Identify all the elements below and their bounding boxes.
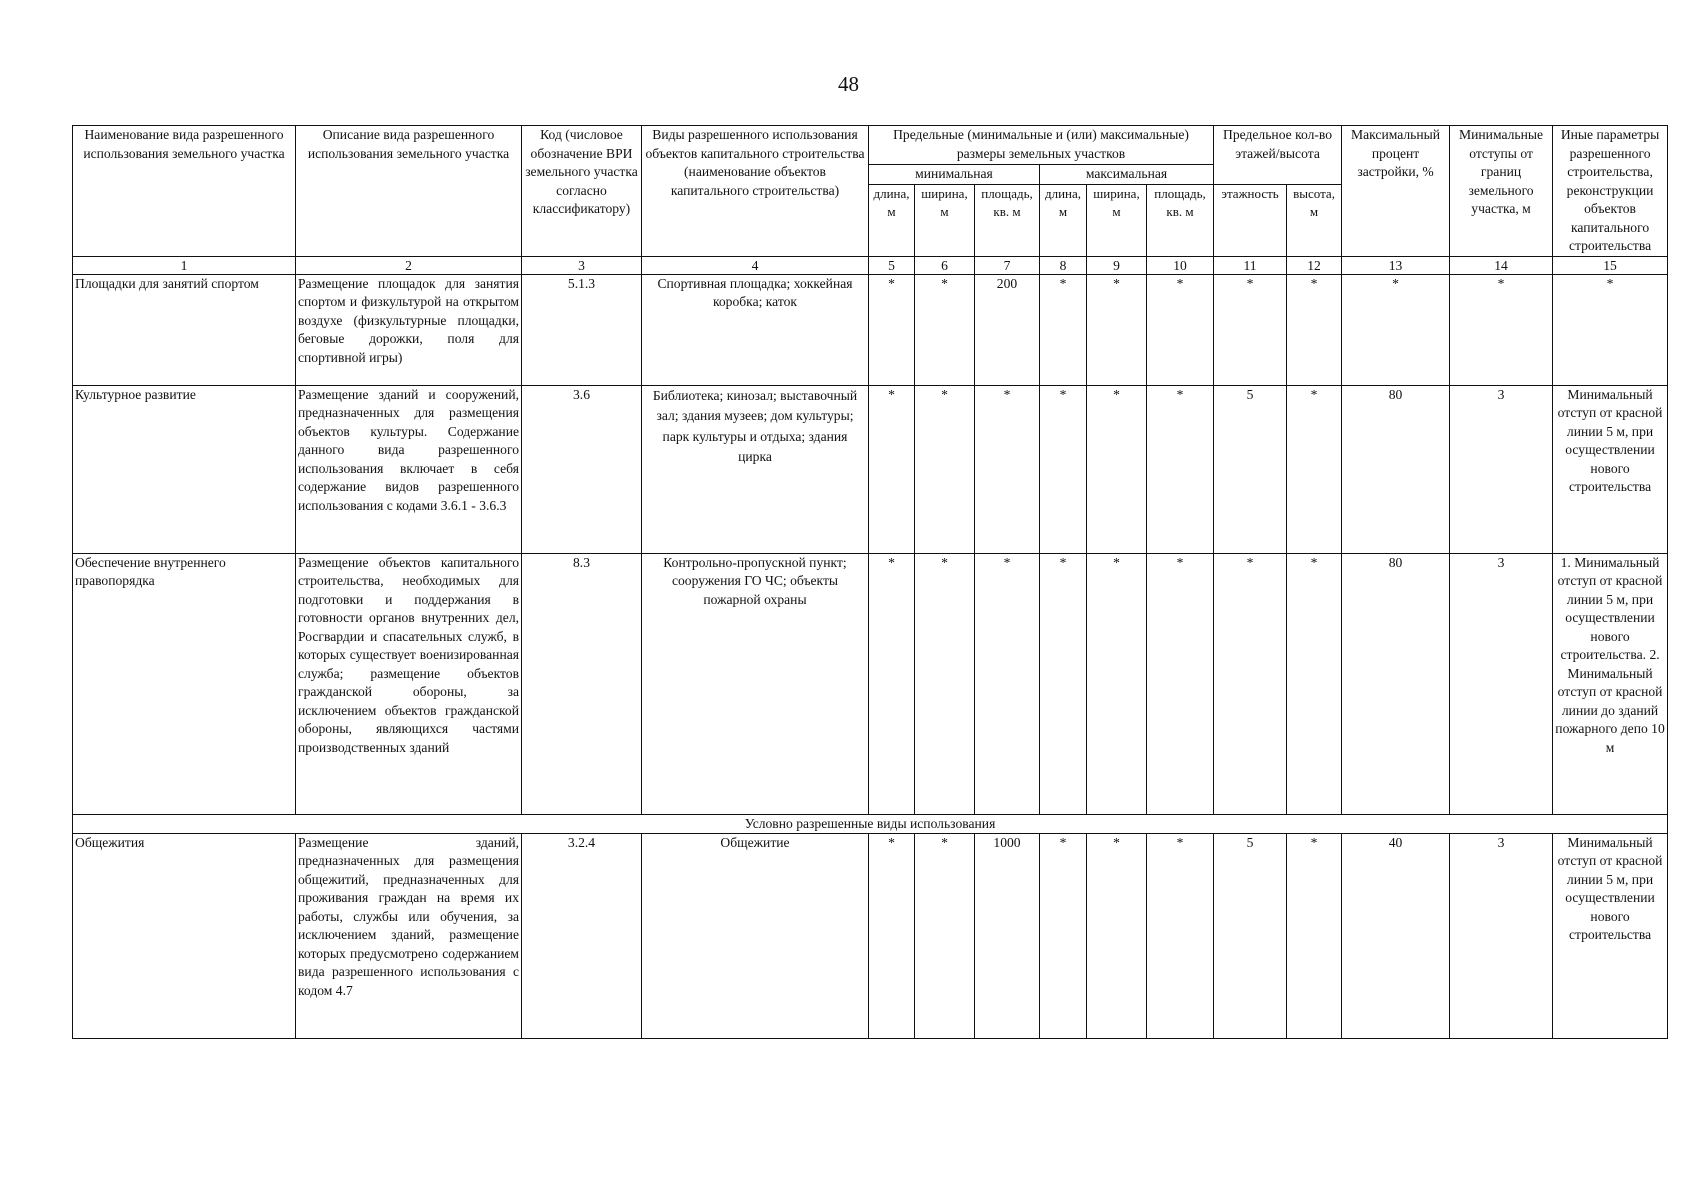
header-height: высота, м xyxy=(1287,185,1342,256)
max-area-value: * xyxy=(1147,385,1214,553)
header-max-length: длина, м xyxy=(1040,185,1087,256)
max-width-value: * xyxy=(1087,833,1147,1038)
header-min-setback: Минимальные отступы от границ земельного участка, м xyxy=(1450,126,1553,257)
max-percent-value: 80 xyxy=(1342,385,1450,553)
header-description: Описание вида разрешенного использования земельного участка xyxy=(296,126,522,257)
use-name: Общежития xyxy=(73,833,296,1038)
use-code: 5.1.3 xyxy=(522,274,642,385)
min-width-value: * xyxy=(915,553,975,814)
min-setback-value: 3 xyxy=(1450,385,1553,553)
max-percent-value: * xyxy=(1342,274,1450,385)
height-value: * xyxy=(1287,553,1342,814)
min-setback-value: 3 xyxy=(1450,553,1553,814)
header-min-area: площадь, кв. м xyxy=(975,185,1040,256)
header-code: Код (числовое обозначение ВРИ земельного участка согласно классификатору) xyxy=(522,126,642,257)
height-value: * xyxy=(1287,274,1342,385)
column-number: 13 xyxy=(1342,256,1450,274)
other-params-value: 1. Минимальный отступ от красной линии 5 м, при осуществлении нового строительства. 2. Минимальный отступ от красной линии до зданий пожарного депо 10 м xyxy=(1553,553,1668,814)
table-row xyxy=(73,274,1668,385)
land-use-table xyxy=(72,125,1668,1039)
permitted-objects: Спортивная площадка; хоккейная коробка; каток xyxy=(642,274,869,385)
min-width-value: * xyxy=(915,274,975,385)
header-size-limits: Предельные (минимальные и (или) максимальные) размеры земельных участков xyxy=(869,126,1214,165)
min-width-value: * xyxy=(915,833,975,1038)
column-numbers-row xyxy=(73,256,1668,274)
use-description: Размещение зданий и сооружений, предназначенных для размещения объектов культуры. Содержание данного вида разрешенного использования включает в себя содержание видов разрешенного использования с кодами 3.6.1 - 3.6.3 xyxy=(296,385,522,553)
max-percent-value: 40 xyxy=(1342,833,1450,1038)
header-max-area: площадь, кв. м xyxy=(1147,185,1214,256)
use-name: Площадки для занятий спортом xyxy=(73,274,296,385)
header-max-percent: Максимальный процент застройки, % xyxy=(1342,126,1450,257)
min-length-value: * xyxy=(869,553,915,814)
table-row xyxy=(73,553,1668,814)
header-row-1 xyxy=(73,126,1668,146)
use-description: Размещение зданий, предназначенных для размещения общежитий, предназначенных для проживания граждан на время их работы, службы или обучения, за исключением зданий, размещение которых предусмотрено содержанием вида разрешенного использования с кодом 4.7 xyxy=(296,833,522,1038)
header-name: Наименование вида разрешенного использования земельного участка xyxy=(73,126,296,257)
column-number: 11 xyxy=(1214,256,1287,274)
section-row xyxy=(73,814,1668,833)
min-area-value: 200 xyxy=(975,274,1040,385)
section-title: Условно разрешенные виды использования xyxy=(73,814,1668,833)
column-number: 5 xyxy=(869,256,915,274)
column-number: 12 xyxy=(1287,256,1342,274)
min-area-value: * xyxy=(975,385,1040,553)
use-code: 3.2.4 xyxy=(522,833,642,1038)
other-params-value: * xyxy=(1553,274,1668,385)
other-params-value: Минимальный отступ от красной линии 5 м, при осуществлении нового строительства xyxy=(1553,833,1668,1038)
min-length-value: * xyxy=(869,274,915,385)
min-setback-value: * xyxy=(1450,274,1553,385)
floors-value: * xyxy=(1214,274,1287,385)
column-number: 3 xyxy=(522,256,642,274)
max-length-value: * xyxy=(1040,385,1087,553)
min-setback-value: 3 xyxy=(1450,833,1553,1038)
use-description: Размещение объектов капитального строительства, необходимых для подготовки и поддержания в готовности органов внутренних дел, Росгвардии и спасательных служб, в которых существует военизированная служба; размещение объектов гражданской обороны, за исключением объектов гражданской обороны, являющихся частями производственных зданий xyxy=(296,553,522,814)
floors-value: * xyxy=(1214,553,1287,814)
column-number: 8 xyxy=(1040,256,1087,274)
max-length-value: * xyxy=(1040,833,1087,1038)
max-width-value: * xyxy=(1087,274,1147,385)
other-params-value: Минимальный отступ от красной линии 5 м, при осуществлении нового строительства xyxy=(1553,385,1668,553)
permitted-objects: Библиотека; кинозал; выставочный зал; здания музеев; дом культуры; парк культуры и отдыха; здания цирка xyxy=(642,385,869,553)
column-number: 7 xyxy=(975,256,1040,274)
max-percent-value: 80 xyxy=(1342,553,1450,814)
column-number: 10 xyxy=(1147,256,1214,274)
header-min-length: длина, м xyxy=(869,185,915,256)
min-area-value: 1000 xyxy=(975,833,1040,1038)
use-description: Размещение площадок для занятия спортом и физкультурой на открытом воздухе (физкультурные площадки, беговые дорожки, поля для спортивной игры) xyxy=(296,274,522,385)
max-area-value: * xyxy=(1147,553,1214,814)
min-width-value: * xyxy=(915,385,975,553)
column-number: 9 xyxy=(1087,256,1147,274)
height-value: * xyxy=(1287,833,1342,1038)
column-number: 4 xyxy=(642,256,869,274)
header-other-params: Иные параметры разрешенного строительства, реконструкции объектов капитального строительства xyxy=(1553,126,1668,257)
column-number: 2 xyxy=(296,256,522,274)
table-row xyxy=(73,385,1668,553)
permitted-objects: Контрольно-пропускной пункт; сооружения ГО ЧС; объекты пожарной охраны xyxy=(642,553,869,814)
header-objects: Виды разрешенного использования объектов капитального строительства (наименование объектов капитального строительства) xyxy=(642,126,869,257)
max-width-value: * xyxy=(1087,553,1147,814)
header-floors-height: Предельное кол-во этажей/высота xyxy=(1214,126,1342,185)
header-minimal: минимальная xyxy=(869,165,1040,185)
use-code: 3.6 xyxy=(522,385,642,553)
table-row xyxy=(73,833,1668,1038)
header-maximal: максимальная xyxy=(1040,165,1214,185)
use-name: Обеспечение внутреннего правопорядка xyxy=(73,553,296,814)
column-number: 1 xyxy=(73,256,296,274)
floors-value: 5 xyxy=(1214,385,1287,553)
height-value: * xyxy=(1287,385,1342,553)
max-length-value: * xyxy=(1040,274,1087,385)
use-name: Культурное развитие xyxy=(73,385,296,553)
floors-value: 5 xyxy=(1214,833,1287,1038)
header-max-width: ширина, м xyxy=(1087,185,1147,256)
header-floors: этажность xyxy=(1214,185,1287,256)
header-min-width: ширина, м xyxy=(915,185,975,256)
min-length-value: * xyxy=(869,833,915,1038)
column-number: 15 xyxy=(1553,256,1668,274)
use-code: 8.3 xyxy=(522,553,642,814)
min-area-value: * xyxy=(975,553,1040,814)
max-area-value: * xyxy=(1147,274,1214,385)
max-area-value: * xyxy=(1147,833,1214,1038)
max-length-value: * xyxy=(1040,553,1087,814)
min-length-value: * xyxy=(869,385,915,553)
max-width-value: * xyxy=(1087,385,1147,553)
page-number: 48 xyxy=(838,72,859,96)
column-number: 6 xyxy=(915,256,975,274)
permitted-objects: Общежитие xyxy=(642,833,869,1038)
column-number: 14 xyxy=(1450,256,1553,274)
